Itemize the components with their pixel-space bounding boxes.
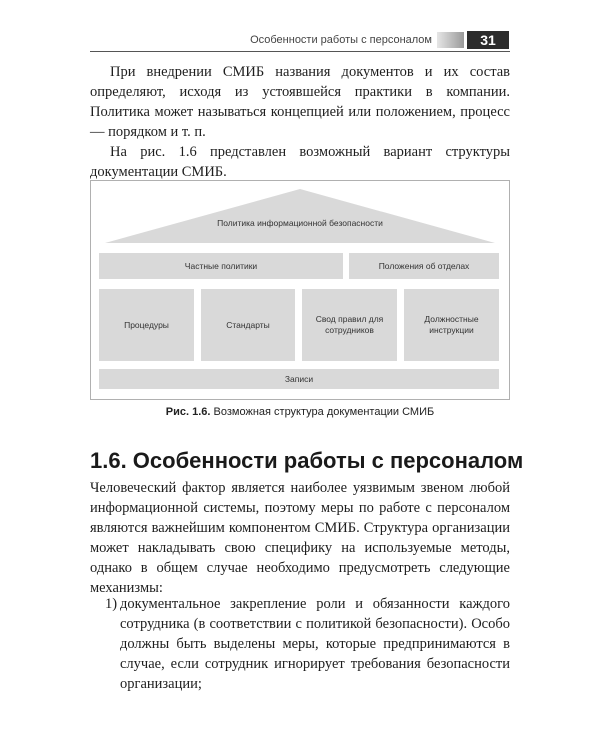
figure-caption-label: Рис. 1.6. [165, 406, 211, 418]
header-rule [90, 51, 510, 52]
job-descriptions-block: Должностные инструкции [404, 289, 499, 361]
records-block: Записи [99, 369, 499, 389]
list-item-text: документальное закрепление роли и обязанности каждого сотрудника (в соответствии с политикой безопасности). Особо должны быть выделены меры, которые предпринимаются в случае, если сотрудник игнорирует требования безопасности организации; [120, 596, 510, 692]
roof-triangle [105, 189, 495, 243]
header-gradient-bar [437, 32, 464, 48]
policy-label: Политика информационной безопасности [217, 218, 383, 228]
standards-block: Стандарты [201, 289, 295, 361]
section-heading: 1.6. Особенности работы с персоналом [90, 448, 524, 473]
running-header [0, 31, 600, 51]
figure-caption [90, 406, 510, 418]
documentation-structure-figure [90, 180, 510, 400]
department-regulations-block: Положения об отделах [349, 253, 499, 279]
page-number: 31 [467, 31, 509, 49]
private-policies-block: Частные политики [99, 253, 343, 279]
procedures-block: Процедуры [99, 289, 194, 361]
section-paragraph: Человеческий фактор является наиболее уязвимым звеном любой информационной системы, поэтому меры по работе с персоналом являются важнейшим компонентом СМИБ. Структура организации может накладывать свою специфику на используемые методы, однако в общем случае необходимо предусмотреть следующие механизмы: [90, 480, 510, 596]
figure-caption-text: Возможная структура документации СМИБ [213, 406, 435, 418]
figure-reference-paragraph: На рис. 1.6 представлен возможный вариант структуры документации СМИБ. [90, 144, 510, 180]
rules-code-block: Свод правил для сотрудников [302, 289, 397, 361]
running-header-title: Особенности работы с персоналом [250, 34, 432, 46]
list-item-number: 1) [105, 596, 118, 612]
intro-paragraph: При внедрении СМИБ названия документов и их состав определяют, исходя из устоявшейся практики в компании. Политика может называться концепцией или положением, процесс — порядком и т. п. [90, 64, 510, 140]
